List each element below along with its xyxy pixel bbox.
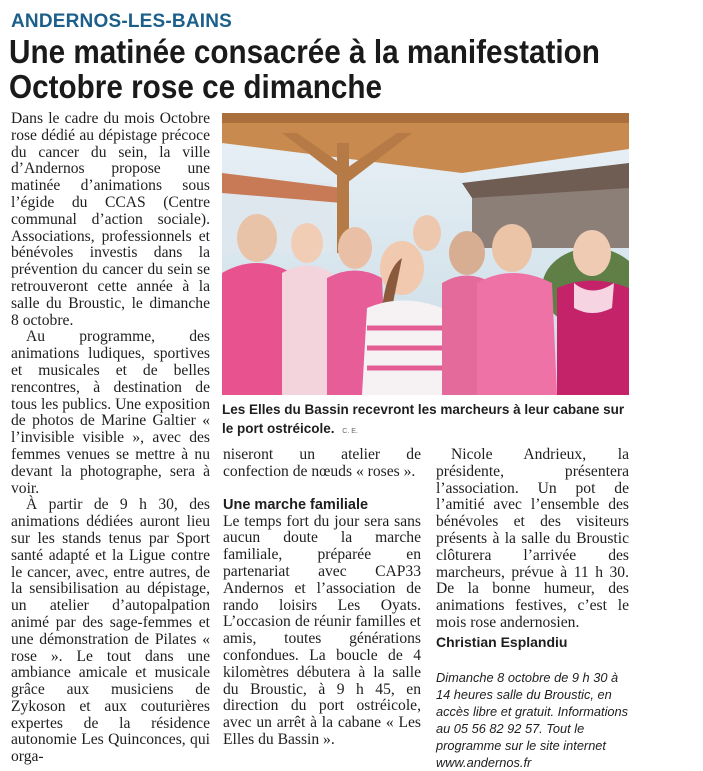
group-photo-illustration <box>222 113 629 395</box>
article-column-2 <box>223 447 421 749</box>
article-column-1 <box>11 111 210 766</box>
paragraph: Le temps fort du jour sera sans aucun doute la marche familiale, préparée en partenariat avec CAP33 Andernos et l’association de rando loisirs Les Oyats. L’occasion de réunir familles et amis, toutes générations confondues. La boucle de 4 kilomètres débutera à la salle du Broustic, à 9 h 45, en direction du port ostréicole, avec un arrêt à la cabane « Les Elles du Bassin ». <box>223 512 421 748</box>
headline-line-2: Octobre rose ce dimanche <box>9 68 383 105</box>
caption-text: Les Elles du Bassin recevront les marcheurs à leur cabane sur le port ostréicole. <box>222 402 625 436</box>
paragraph: À partir de 9 h 30, des animations dédiées auront lieu sur les stands tenus par Sport santé adapté et la Ligue contre le cancer, avec, entre autres, de la sensibilisation au dépistage, un atelier d’autopalpation animé par des sage-femmes et une démonstration de Pilates « rose ». Le tout dans une ambiance amicale et musicale grâce aux musiciens de Zykoson et aux couturières expertes de la résidence autonomie Les Quinconces, qui orga- <box>11 496 210 766</box>
paragraph: niseront un atelier de confection de nœuds « roses ». <box>223 446 421 480</box>
paragraph: Nicole Andrieux, la présidente, présentera l’association. Un pot de l’amitié avec l’ensemble des bénévoles et des visiteurs présents à la salle du Broustic clôturera l’arrivée des marcheurs, prévue à 11 h 30. De la bonne humeur, des animations festives, c’est le mois rose andernosien. <box>436 446 629 631</box>
author-signature: Christian Esplandiu <box>436 633 568 650</box>
subheading: Une marche familiale <box>223 496 369 513</box>
photo-caption <box>222 400 627 441</box>
article-photo <box>222 113 629 395</box>
photo-credit: C. E. <box>342 428 358 435</box>
paragraph: Dans le cadre du mois Octobre rose dédié au dépistage précoce du cancer du sein, la ville d’Andernos propose une matinée d’animations sous l’égide du CCAS (Centre communal d’action sociale). Associations, professionnels et bénévoles investis dans la prévention du cancer du sein se retrouveront cette année à la salle du Broustic, le dimanche 8 octobre. <box>11 110 210 329</box>
headline-line-1: Une matinée consacrée à la manifestation <box>9 33 600 70</box>
headline <box>9 34 630 104</box>
article-column-3 <box>436 447 629 771</box>
section-label: ANDERNOS-LES-BAINS <box>11 11 233 32</box>
practical-info: Dimanche 8 octobre de 9 h 30 à 14 heures salle du Broustic, en accès libre et gratuit. Informations au 05 56 82 92 57. Tout le programme sur le site internet www.andernos.fr <box>436 669 629 770</box>
paragraph: Au programme, des animations ludiques, sportives et musicales et de belles rencontres, à destination de tous les publics. Une exposition de photos de Marine Galtier « l’invisible visible », avec des femmes venues se mettre à nu devant la photographe, sera à voir. <box>11 328 210 497</box>
